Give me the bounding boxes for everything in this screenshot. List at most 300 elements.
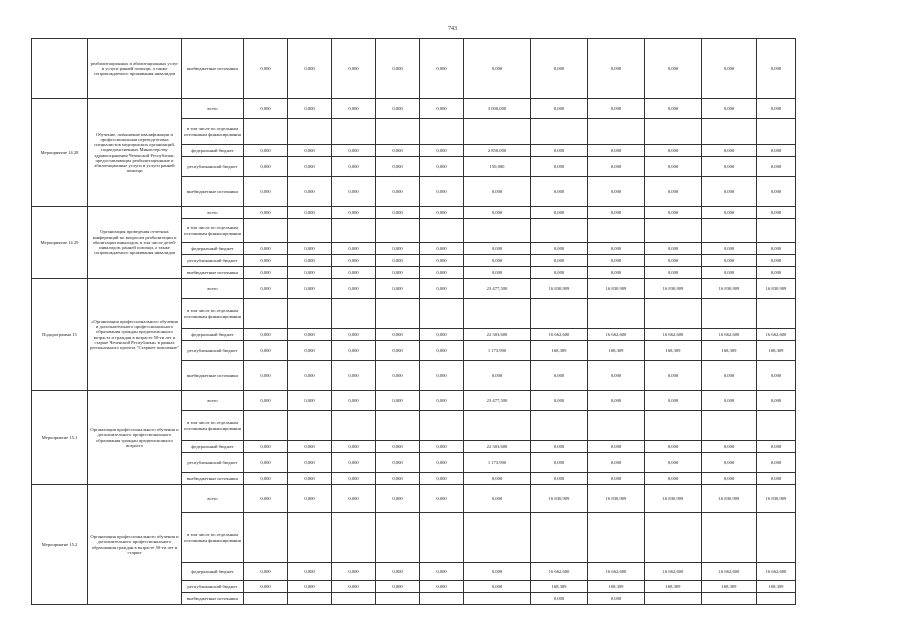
amount-cell: 0,000 (757, 267, 796, 279)
amount-cell: 0,000 (376, 453, 420, 473)
amount-cell: 0,000 (420, 99, 464, 119)
amount-cell (464, 593, 531, 605)
amount-cell: 0,000 (588, 207, 645, 219)
program-name-cell: Мероприятие 15.1 (32, 391, 88, 485)
amount-cell: 0,000 (645, 157, 702, 177)
amount-cell: 0,000 (332, 157, 376, 177)
amount-cell: 16 662,600 (757, 563, 796, 581)
amount-cell: 16 830,909 (588, 279, 645, 299)
amount-cell: 0,000 (376, 361, 420, 391)
amount-cell: 0,000 (757, 157, 796, 177)
amount-cell: 0,000 (464, 177, 531, 207)
amount-cell: 0,000 (531, 361, 588, 391)
amount-cell: 16 830,909 (702, 279, 757, 299)
amount-cell: 0,000 (288, 99, 332, 119)
amount-cell: 0,000 (757, 243, 796, 255)
funding-source-cell: республиканский бюджет (182, 157, 244, 177)
amount-cell: 16 830,909 (645, 485, 702, 513)
amount-cell: 0,000 (376, 207, 420, 219)
funding-source-cell: в том числе по отдельным источникам финансирования (182, 299, 244, 329)
table-row (32, 207, 796, 219)
table-row (32, 99, 796, 119)
amount-cell: 0,000 (244, 157, 288, 177)
amount-cell (757, 513, 796, 563)
amount-cell: 16 662,600 (531, 329, 588, 341)
amount-cell: 0,000 (531, 99, 588, 119)
amount-cell: 168,309 (645, 581, 702, 593)
program-description-cell: Организация профессионального обучения и дополнительного профессионального образования граждан в возрасте 50-ти лет и старше (88, 485, 182, 605)
amount-cell: 0,000 (244, 145, 288, 157)
amount-cell (588, 119, 645, 145)
amount-cell: 0,000 (420, 485, 464, 513)
amount-cell: 168,309 (588, 341, 645, 361)
program-description-cell: Обучение, повышение квалификации и профессиональная переподготовка специалистов медицинских организаций, подведомственных Министерству здравоохранения Чеченской Республики, предоставляющих реабилитационные и абилитационные услуги и услуги ранней помощи (88, 99, 182, 207)
amount-cell: 168,309 (645, 341, 702, 361)
amount-cell (332, 593, 376, 605)
amount-cell: 0,000 (588, 453, 645, 473)
amount-cell: 0,000 (244, 39, 288, 99)
amount-cell: 0,000 (588, 255, 645, 267)
amount-cell: 16 662,600 (588, 563, 645, 581)
amount-cell: 0,000 (645, 145, 702, 157)
amount-cell: 0,000 (244, 485, 288, 513)
amount-cell: 16 830,909 (757, 485, 796, 513)
amount-cell: 0,000 (288, 145, 332, 157)
amount-cell (757, 593, 796, 605)
amount-cell (645, 593, 702, 605)
amount-cell: 0,000 (588, 473, 645, 485)
amount-cell: 0,000 (464, 581, 531, 593)
amount-cell: 0,000 (244, 255, 288, 267)
amount-cell: 0,000 (332, 145, 376, 157)
amount-cell: 0,000 (332, 485, 376, 513)
amount-cell: 0,000 (332, 361, 376, 391)
funding-source-cell: всего (182, 207, 244, 219)
amount-cell: 0,000 (288, 581, 332, 593)
amount-cell: 0,000 (288, 453, 332, 473)
amount-cell (464, 299, 531, 329)
amount-cell: 0,000 (288, 441, 332, 453)
amount-cell: 0,000 (244, 279, 288, 299)
funding-source-cell: федеральный бюджет (182, 243, 244, 255)
amount-cell: 16 830,909 (588, 485, 645, 513)
amount-cell: 3 000,000 (464, 99, 531, 119)
amount-cell: 0,000 (244, 177, 288, 207)
table-body (32, 39, 796, 605)
amount-cell (588, 513, 645, 563)
amount-cell: 16 662,600 (531, 563, 588, 581)
amount-cell: 0,000 (588, 145, 645, 157)
amount-cell: 0,000 (376, 563, 420, 581)
amount-cell: 0,000 (244, 207, 288, 219)
amount-cell: 0,000 (244, 473, 288, 485)
amount-cell (588, 299, 645, 329)
amount-cell (757, 299, 796, 329)
amount-cell: 0,000 (244, 267, 288, 279)
amount-cell: 168,309 (588, 581, 645, 593)
amount-cell: 0,000 (757, 39, 796, 99)
funding-source-cell: в том числе по отдельным источникам финансирования (182, 513, 244, 563)
amount-cell: 0,000 (376, 391, 420, 411)
amount-cell: 0,000 (531, 243, 588, 255)
amount-cell: 0,000 (288, 39, 332, 99)
amount-cell: 0,000 (702, 145, 757, 157)
amount-cell (757, 219, 796, 243)
amount-cell: 0,000 (531, 157, 588, 177)
funding-source-cell: всего (182, 99, 244, 119)
amount-cell: 0,000 (332, 453, 376, 473)
amount-cell (757, 119, 796, 145)
amount-cell: 0,000 (420, 391, 464, 411)
funding-source-cell: в том числе по отдельным источникам финансирования (182, 119, 244, 145)
funding-source-cell: в том числе по отдельным источникам финансирования (182, 219, 244, 243)
amount-cell: 0,000 (531, 593, 588, 605)
funding-source-cell: федеральный бюджет (182, 563, 244, 581)
amount-cell: 16 662,600 (645, 329, 702, 341)
amount-cell: 150,000 (464, 157, 531, 177)
amount-cell: 0,000 (531, 453, 588, 473)
amount-cell: 0,000 (757, 177, 796, 207)
amount-cell: 0,000 (288, 279, 332, 299)
amount-cell (244, 411, 288, 441)
amount-cell (288, 593, 332, 605)
table-row (32, 485, 796, 513)
amount-cell: 0,000 (288, 267, 332, 279)
amount-cell: 0,000 (464, 361, 531, 391)
amount-cell: 0,000 (376, 341, 420, 361)
amount-cell: 0,000 (588, 157, 645, 177)
amount-cell (244, 219, 288, 243)
amount-cell: 0,000 (464, 485, 531, 513)
amount-cell: 0,000 (420, 453, 464, 473)
amount-cell (531, 299, 588, 329)
amount-cell: 0,000 (531, 207, 588, 219)
amount-cell (757, 411, 796, 441)
amount-cell: 0,000 (588, 177, 645, 207)
amount-cell: 0,000 (757, 441, 796, 453)
funding-source-cell: республиканский бюджет (182, 581, 244, 593)
amount-cell (531, 513, 588, 563)
amount-cell: 16 662,600 (702, 329, 757, 341)
amount-cell: 23 477,500 (464, 279, 531, 299)
amount-cell (288, 513, 332, 563)
amount-cell: 0,000 (588, 243, 645, 255)
funding-source-cell: в том числе по отдельным источникам финансирования (182, 411, 244, 441)
amount-cell: 0,000 (332, 329, 376, 341)
amount-cell: 0,000 (420, 207, 464, 219)
amount-cell: 0,000 (757, 391, 796, 411)
amount-cell: 0,000 (645, 177, 702, 207)
amount-cell: 0,000 (702, 473, 757, 485)
amount-cell: 168,309 (702, 581, 757, 593)
amount-cell: 0,000 (531, 177, 588, 207)
amount-cell: 0,000 (420, 177, 464, 207)
program-name-cell: Подпрограмма 15 (32, 279, 88, 391)
amount-cell: 0,000 (332, 391, 376, 411)
amount-cell: 16 830,909 (645, 279, 702, 299)
program-name-cell (32, 39, 88, 99)
amount-cell (332, 119, 376, 145)
amount-cell: 0,000 (702, 177, 757, 207)
amount-cell: 0,000 (645, 441, 702, 453)
amount-cell: 0,000 (588, 391, 645, 411)
amount-cell (420, 219, 464, 243)
amount-cell: 0,000 (244, 99, 288, 119)
amount-cell: 22 303,600 (464, 441, 531, 453)
amount-cell: 0,000 (464, 473, 531, 485)
amount-cell: 0,000 (288, 157, 332, 177)
amount-cell: 0,000 (332, 473, 376, 485)
funding-source-cell: федеральный бюджет (182, 145, 244, 157)
amount-cell: 0,000 (376, 177, 420, 207)
amount-cell: 0,000 (332, 581, 376, 593)
amount-cell: 0,000 (288, 207, 332, 219)
amount-cell: 0,000 (376, 157, 420, 177)
amount-cell: 0,000 (288, 341, 332, 361)
amount-cell: 0,000 (588, 361, 645, 391)
amount-cell: 0,000 (464, 563, 531, 581)
amount-cell: 0,000 (244, 391, 288, 411)
amount-cell (376, 411, 420, 441)
amount-cell: 0,000 (420, 473, 464, 485)
amount-cell: 0,000 (420, 243, 464, 255)
program-description-cell: «Организация профессионального обучения и дополнительного профессионального образования граждан предпенсионного возраста и граждан в возрасте 50-ти лет и старше Чеченской Республики» в рамках регионального проекта "Старшее поколение" (88, 279, 182, 391)
funding-source-cell: внебюджетные источники (182, 361, 244, 391)
amount-cell (420, 593, 464, 605)
amount-cell (464, 219, 531, 243)
amount-cell: 0,000 (420, 361, 464, 391)
amount-cell: 0,000 (332, 255, 376, 267)
amount-cell: 0,000 (288, 329, 332, 341)
amount-cell: 0,000 (244, 441, 288, 453)
amount-cell: 0,000 (244, 361, 288, 391)
amount-cell (464, 513, 531, 563)
amount-cell (332, 219, 376, 243)
funding-source-cell: всего (182, 391, 244, 411)
amount-cell (332, 299, 376, 329)
amount-cell: 16 662,600 (702, 563, 757, 581)
amount-cell (244, 513, 288, 563)
amount-cell: 168,309 (531, 581, 588, 593)
amount-cell: 0,000 (288, 485, 332, 513)
amount-cell: 0,000 (332, 39, 376, 99)
amount-cell: 0,000 (531, 391, 588, 411)
amount-cell (376, 513, 420, 563)
funding-source-cell: внебюджетные источники (182, 267, 244, 279)
amount-cell: 0,000 (757, 255, 796, 267)
amount-cell (376, 593, 420, 605)
amount-cell: 0,000 (702, 453, 757, 473)
amount-cell: 0,000 (464, 255, 531, 267)
amount-cell: 0,000 (588, 267, 645, 279)
amount-cell: 0,000 (645, 391, 702, 411)
amount-cell (645, 299, 702, 329)
amount-cell (464, 119, 531, 145)
amount-cell (420, 119, 464, 145)
amount-cell: 0,000 (645, 207, 702, 219)
amount-cell (531, 119, 588, 145)
amount-cell: 0,000 (332, 267, 376, 279)
amount-cell: 0,000 (288, 177, 332, 207)
amount-cell (420, 513, 464, 563)
amount-cell: 0,000 (531, 39, 588, 99)
amount-cell: 0,000 (420, 441, 464, 453)
table-row (32, 391, 796, 411)
amount-cell: 0,000 (645, 453, 702, 473)
program-name-cell: Мероприятие 15.2 (32, 485, 88, 605)
amount-cell (332, 513, 376, 563)
amount-cell: 0,000 (376, 441, 420, 453)
amount-cell (645, 219, 702, 243)
amount-cell: 16 662,600 (645, 563, 702, 581)
table-row (32, 279, 796, 299)
amount-cell: 2 850,000 (464, 145, 531, 157)
amount-cell: 168,309 (531, 341, 588, 361)
amount-cell: 0,000 (702, 391, 757, 411)
amount-cell: 0,000 (757, 473, 796, 485)
amount-cell: 0,000 (332, 177, 376, 207)
amount-cell: 0,000 (420, 255, 464, 267)
amount-cell: 0,000 (588, 99, 645, 119)
program-description-cell: реабилитационных и абилитационных услуг и услуги ранней помощи, а также сопровождаемого проживания инвалидов (88, 39, 182, 99)
amount-cell: 0,000 (420, 157, 464, 177)
amount-cell: 0,000 (420, 145, 464, 157)
amount-cell: 0,000 (702, 361, 757, 391)
amount-cell: 16 830,909 (531, 279, 588, 299)
amount-cell: 0,000 (588, 441, 645, 453)
amount-cell: 168,309 (757, 581, 796, 593)
amount-cell: 0,000 (376, 473, 420, 485)
program-name-cell: Мероприятие 14.28 (32, 99, 88, 207)
program-name-cell: Мероприятие 14.29 (32, 207, 88, 279)
amount-cell: 0,000 (531, 473, 588, 485)
amount-cell: 22 303,600 (464, 329, 531, 341)
amount-cell (702, 119, 757, 145)
amount-cell: 0,000 (588, 39, 645, 99)
amount-cell: 0,000 (464, 207, 531, 219)
funding-source-cell: внебюджетные источники (182, 39, 244, 99)
amount-cell (244, 593, 288, 605)
program-description-cell: Организация профессионального обучения и дополнительного профессионального образования граждан предпенсионного возраста (88, 391, 182, 485)
amount-cell (288, 299, 332, 329)
amount-cell: 1 173,900 (464, 341, 531, 361)
amount-cell (588, 411, 645, 441)
funding-source-cell: всего (182, 279, 244, 299)
amount-cell (376, 119, 420, 145)
amount-cell (531, 411, 588, 441)
amount-cell: 0,000 (531, 441, 588, 453)
amount-cell: 0,000 (645, 473, 702, 485)
amount-cell: 0,000 (464, 267, 531, 279)
amount-cell: 0,000 (376, 39, 420, 99)
amount-cell: 0,000 (702, 99, 757, 119)
amount-cell: 0,000 (531, 267, 588, 279)
amount-cell: 0,000 (244, 581, 288, 593)
amount-cell: 0,000 (531, 145, 588, 157)
amount-cell: 0,000 (464, 39, 531, 99)
amount-cell: 0,000 (376, 243, 420, 255)
amount-cell (420, 411, 464, 441)
amount-cell: 0,000 (288, 361, 332, 391)
amount-cell: 0,000 (420, 563, 464, 581)
funding-source-cell: внебюджетные источники (182, 177, 244, 207)
amount-cell (702, 411, 757, 441)
funding-source-cell: федеральный бюджет (182, 441, 244, 453)
amount-cell: 0,000 (332, 99, 376, 119)
amount-cell: 0,000 (702, 39, 757, 99)
amount-cell: 0,000 (588, 593, 645, 605)
amount-cell: 0,000 (376, 267, 420, 279)
amount-cell: 0,000 (420, 279, 464, 299)
amount-cell: 0,000 (645, 243, 702, 255)
amount-cell: 0,000 (645, 99, 702, 119)
funding-source-cell: внебюджетные источники (182, 593, 244, 605)
amount-cell: 16 830,909 (702, 485, 757, 513)
amount-cell: 0,000 (376, 99, 420, 119)
funding-source-cell: федеральный бюджет (182, 329, 244, 341)
amount-cell: 0,000 (332, 341, 376, 361)
amount-cell (376, 299, 420, 329)
amount-cell: 16 830,909 (757, 279, 796, 299)
amount-cell: 0,000 (645, 39, 702, 99)
amount-cell: 0,000 (288, 563, 332, 581)
amount-cell: 0,000 (702, 267, 757, 279)
amount-cell (702, 299, 757, 329)
amount-cell: 0,000 (244, 329, 288, 341)
amount-cell (332, 411, 376, 441)
amount-cell: 168,309 (757, 341, 796, 361)
amount-cell (244, 119, 288, 145)
amount-cell: 0,000 (332, 243, 376, 255)
budget-table (31, 38, 796, 605)
amount-cell (702, 219, 757, 243)
amount-cell: 0,000 (645, 267, 702, 279)
amount-cell (464, 411, 531, 441)
amount-cell (645, 411, 702, 441)
amount-cell: 0,000 (244, 453, 288, 473)
amount-cell: 0,000 (288, 391, 332, 411)
amount-cell (376, 219, 420, 243)
amount-cell: 0,000 (702, 157, 757, 177)
amount-cell (288, 411, 332, 441)
amount-cell: 0,000 (332, 441, 376, 453)
amount-cell (588, 219, 645, 243)
amount-cell: 0,000 (757, 207, 796, 219)
amount-cell: 0,000 (645, 255, 702, 267)
amount-cell: 0,000 (420, 39, 464, 99)
amount-cell: 0,000 (420, 329, 464, 341)
amount-cell (645, 119, 702, 145)
amount-cell: 0,000 (288, 243, 332, 255)
amount-cell: 0,000 (332, 563, 376, 581)
amount-cell (288, 119, 332, 145)
amount-cell: 0,000 (420, 267, 464, 279)
amount-cell: 0,000 (244, 341, 288, 361)
amount-cell: 0,000 (645, 361, 702, 391)
amount-cell: 0,000 (757, 453, 796, 473)
amount-cell: 0,000 (702, 207, 757, 219)
amount-cell: 0,000 (757, 361, 796, 391)
amount-cell: 0,000 (702, 441, 757, 453)
table-row (32, 39, 796, 99)
amount-cell: 23 477,500 (464, 391, 531, 411)
funding-source-cell: республиканский бюджет (182, 255, 244, 267)
amount-cell: 0,000 (376, 279, 420, 299)
amount-cell: 0,000 (332, 207, 376, 219)
amount-cell (244, 299, 288, 329)
amount-cell: 16 830,909 (531, 485, 588, 513)
program-description-cell: Организация проведения отчетных конференций по вопросам реабилитации и абилитации инвалидов, в том числе детей-инвалидов, ранней помощи, а также сопровождаемого проживания инвалидов (88, 207, 182, 279)
